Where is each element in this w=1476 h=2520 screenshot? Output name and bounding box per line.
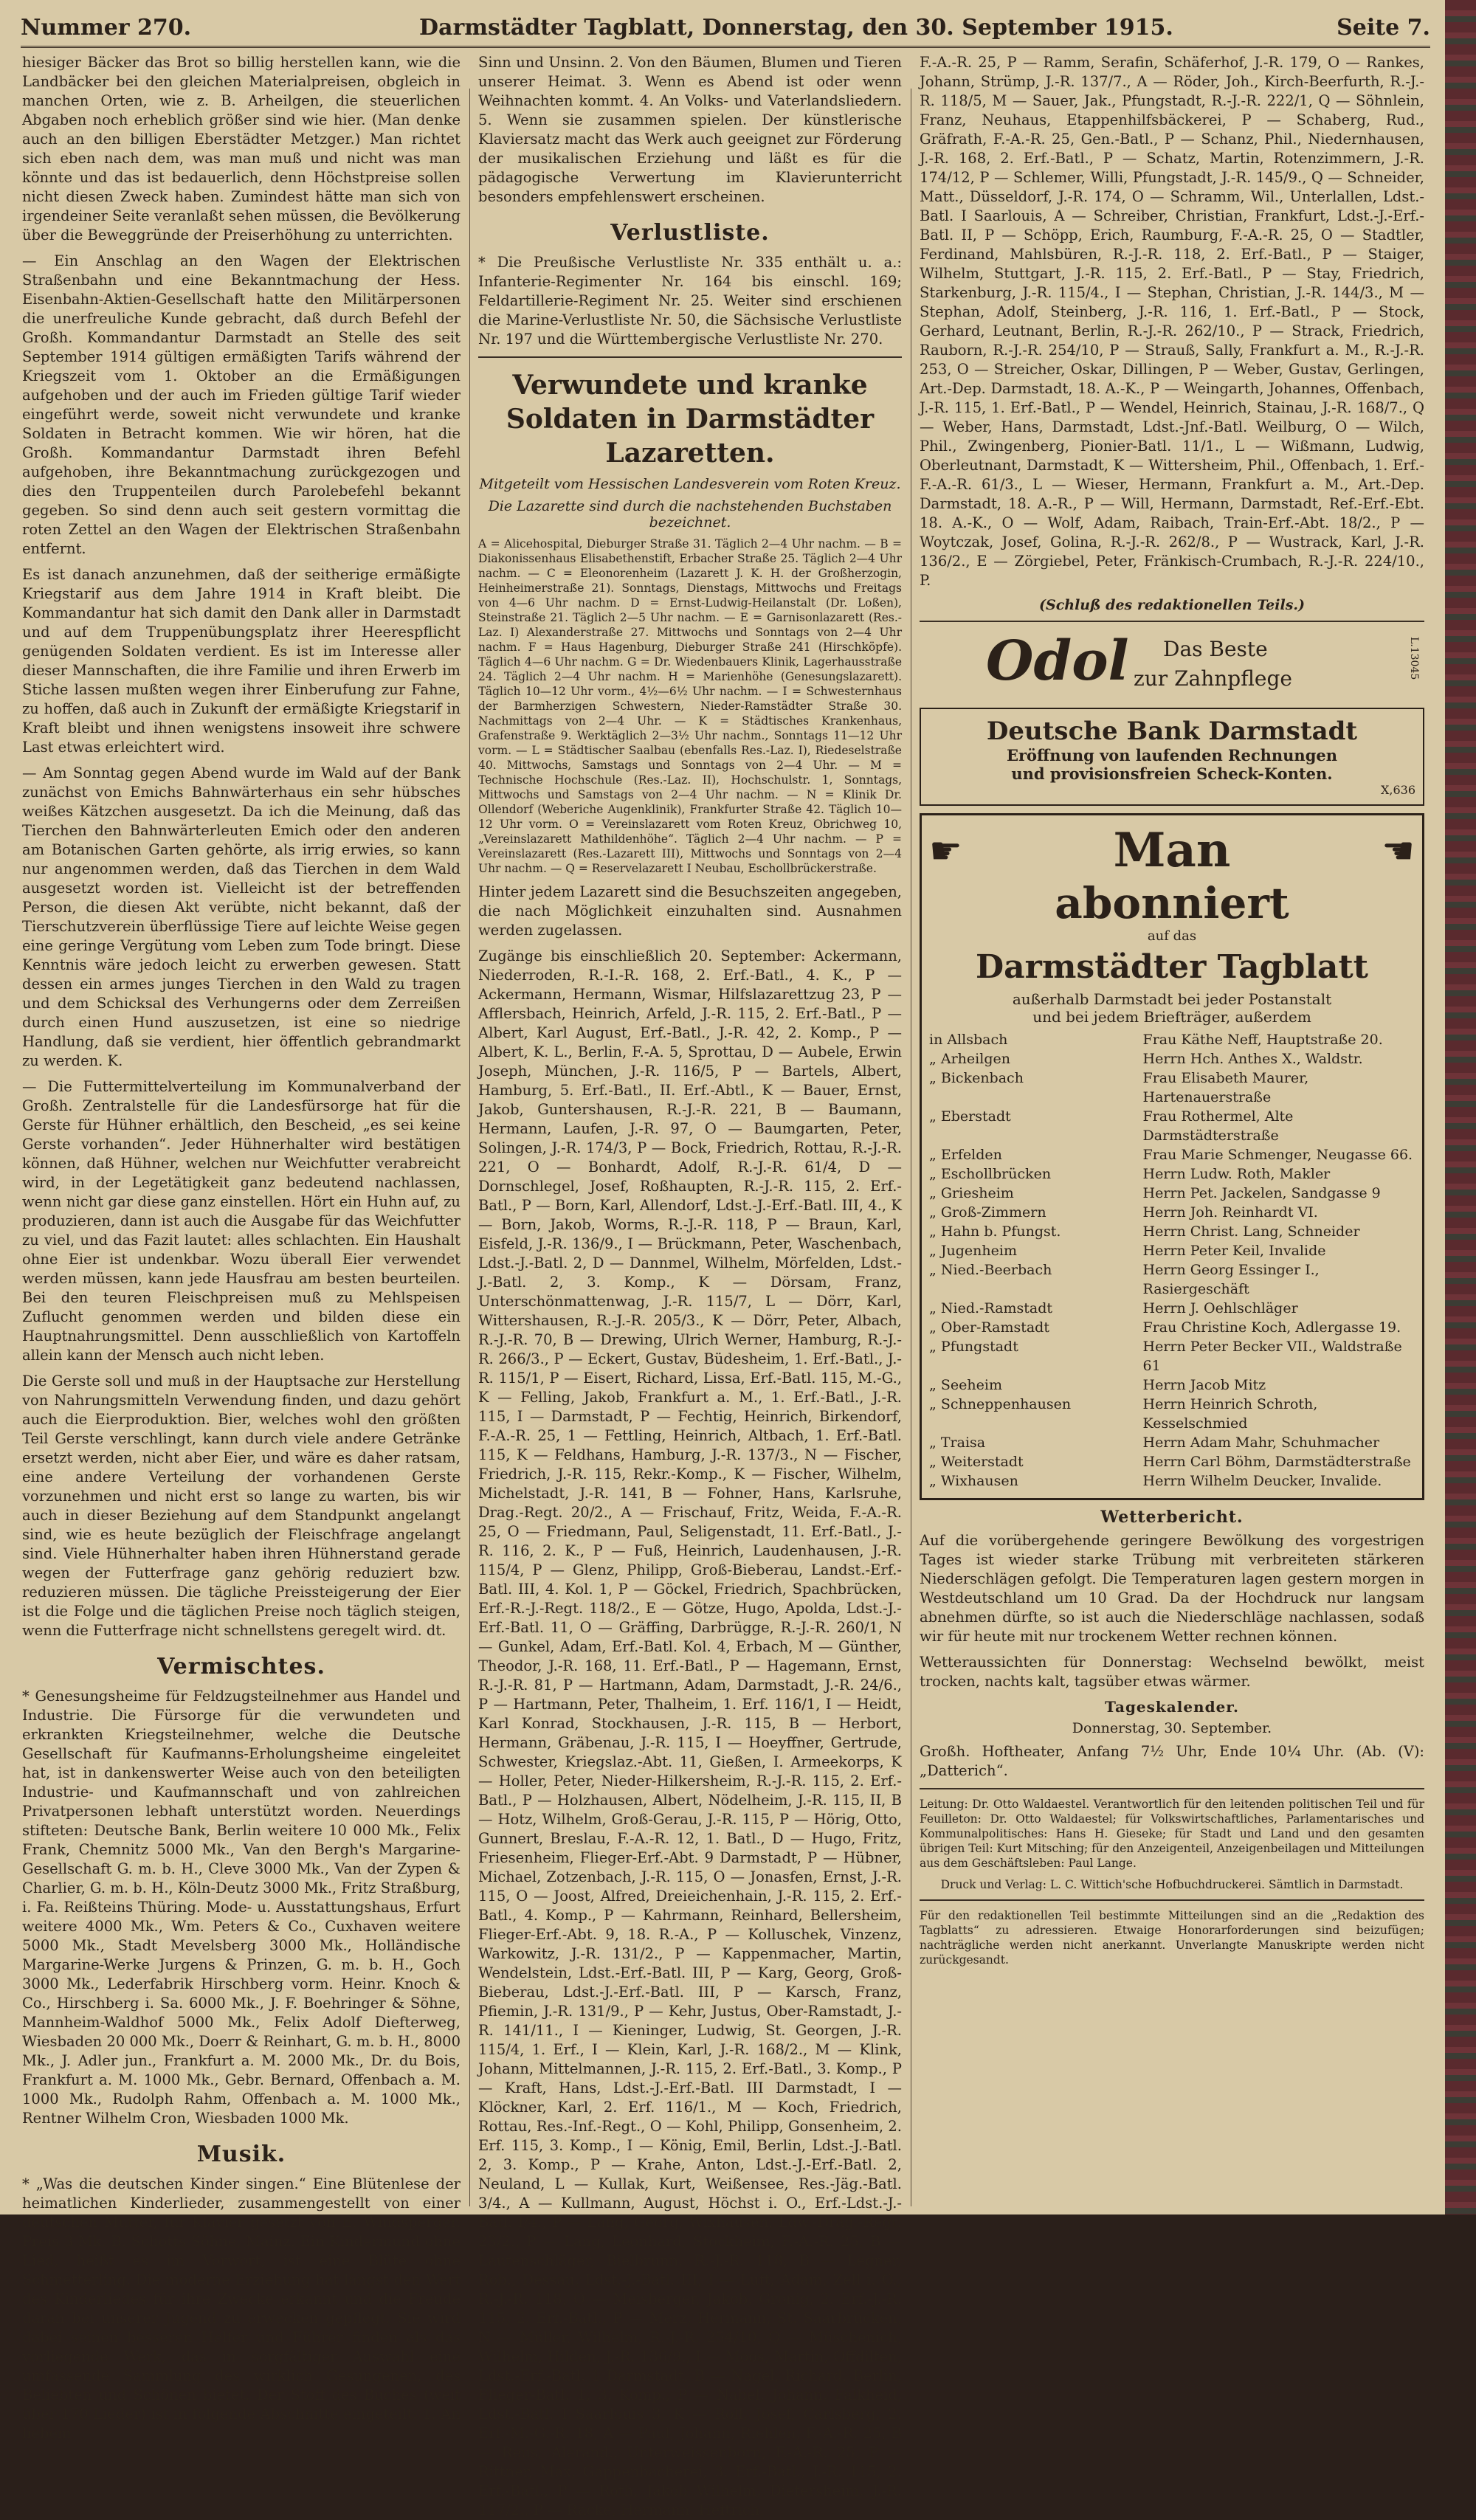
- agent-row: [929, 1299, 1415, 1318]
- weather-text: Auf die vorübergehende geringere Bewölkung des vorgestrigen Tages ist wieder starke Trübung mit verbreiteten stärkeren Niederschlägen gefolgt. Die Temperaturen lagen gestern morgen in Westdeutschland um 10 Grad. Da der Hochdruck nur langsam abnehmen dürfte, so ist auch die Niederschläge nachlassen, sodaß wir für heute mit nur trockenem Wetter rechnen können.: [920, 1532, 1424, 1645]
- pointing-hand-icon: ☚: [1382, 829, 1415, 872]
- calendar-date: Donnerstag, 30. September.: [1072, 1720, 1272, 1736]
- divider: [920, 621, 1424, 622]
- agent-town: „ Eschollbrücken: [929, 1166, 1052, 1182]
- article-paragraph: * Die Preußische Verlustliste Nr. 335 enthält u. a.: Infanterie-Regimenter Nr. 164 bis einschl. 169; Feldartillerie-Regiment Nr. 25. Weiter sind erschienen die Marine-Verlustliste Nr. 50, die Sächsische Verlustliste Nr. 197 und die Württembergische Verlustliste Nr. 270.: [478, 254, 902, 348]
- agent-town: „ Traisa: [929, 1435, 986, 1451]
- article-paragraph: Sinn und Unsinn. 2. Von den Bäumen, Blumen und Tieren unserer Heimat. 3. Wenn es Abend ist oder wenn Weihnachten kommt. 4. An Volks- und Vaterlandsliedern. 5. Wenn sie zusammen spielen. Der künstlerische Klaviersatz macht das Werk auch geeignet zur Förderung der musikalischen Erziehung und läßt es für die pädagogische Verwertung im Klavierunterricht besonders empfehlenswert erscheinen.: [478, 54, 902, 205]
- agent-town: „ Jugenheim: [929, 1243, 1017, 1259]
- lazarett-heading: Verwundete und kranke Soldaten in Darmstädter Lazaretten.: [506, 370, 875, 469]
- agent-row: [929, 1030, 1415, 1049]
- agent-row: [929, 1452, 1415, 1471]
- article-paragraph: * „Was die deutschen Kinder singen.“ Eine Blütenlese der heimatlichen Kinderlieder, zusammengestellt von einer deutschen Mutter, für Klavier gesetzt von E. Windsperger. Preis 3 Mk. B. Schotts Söhne, Mainz. Ein Kindermund ohne Lied, heißt es im Vorwort, ist eine Blüte ohne Schmetterling. Die moderne Erziehung hat längst den Wert des Kinderliedes für ihre Zwecke erkannt und die Freude daran bei unserer Jugend zu erwecken gepflegt. Sie wird dabei seinen besseren Helfer und Führer finden als das vorliegende Werk, das in sorgfältiger Auswahl eine umfassende Sammlung des wirklich Gesungenen, des Beliebten und Schönen bietet. Der Stoff des Buches (weit über 170 Lieder) ist in folgende Abschnitte eingeteilt: 1. An liebem: [22, 2175, 461, 2442]
- column-3: [920, 53, 1424, 2208]
- agent-town: „ Ober-Ramstadt: [929, 1319, 1049, 1336]
- lazarett-subheading: Mitgeteilt vom Hessischen Landesverein vom Roten Kreuz.: [479, 476, 901, 492]
- agent-row: [929, 1164, 1415, 1184]
- agent-row: [929, 1433, 1415, 1452]
- bank-name: Deutsche Bank Darmstadt: [986, 717, 1358, 746]
- column-rule: [469, 89, 470, 2206]
- agent-row: [929, 1375, 1415, 1395]
- agent-town: „ Seeheim: [929, 1377, 1002, 1393]
- bank-line: und provisionsfreien Scheck-Konten.: [1011, 764, 1333, 783]
- agent-town: „ Wixhausen: [929, 1473, 1018, 1489]
- section-heading: Verlustliste.: [610, 220, 770, 246]
- article-paragraph: Es ist danach anzunehmen, daß der seitherige ermäßigte Kriegstarif aus dem Jahre 1914 in Kraft bleibt. Die Kommandantur hat sich damit den Dank aller in Darmstadt und auf dem Truppenübungsplatz ihrer Heerespflicht genügenden Soldaten verdient. Es ist im Interesse aller dieser Mannschaften, die ihre Familie und ihren Erwerb im Stiche lassen mußten wegen ihrer Einberufung zur Fahne, zu hoffen, daß auch in Zukunft der ermäßigte Kriegstarif in Kraft bleibt und ihnen wenigstens insoweit ihre schwere Last etwas erleichtert wird.: [22, 566, 461, 756]
- agent-row: [929, 1184, 1415, 1203]
- page-header: [21, 13, 1430, 48]
- soldier-list: F.-A.-R. 25, P — Ramm, Serafin, Schäferhof, J.-R. 179, O — Rankes, Johann, Strümp, J.-R. 137/7., A — Röder, Joh., Kirch-Beerfurth, R.-J.-R. 118/5, M — Sauer, Jak., Pfungstadt, R.-J.-R. 222/1, Q — Söhnlein, Franz, Neuhaus, Etappenhilfsbäckerei, P — Schaberg, Rud., Gräfrath, F.-A.-R. 25, Gen.-Batl., P — Schanz, Phil., Niedernhausen, J.-R. 168, 2. Erf.-Batl., P — Schatz, Martin, Rotenzimmern, J.-R. 174/12, P — Schlemer, Willi, Pfungstadt, J.-R. 145/9., Q — Schneider, Matt., Düsseldorf, J.-R. 174, O — Schramm, Wil., Unterlallen, Ldst.-Batl. I Saarlouis, A — Schreiber, Christian, Frankfurt, Ldst.-J.-Erf.-Batl. II, P — Schöpp, Erich, Raumburg, F.-A.-R. 25, O — Stadtler, Ferdinand, Mahlsbüren, R.-J.-R. 118, 2. Erf.-Batl., P — Staiger, Wilhelm, Stuttgart, J.-R. 115, 2. Erf.-Batl., P — Stay, Friedrich, Starkenburg, J.-R. 115/4., I — Stephan, Christian, J.-R. 144/3., M — Stephan, Adolf, Steinberg, J.-R. 116, 1. Erf.-Batl., P — Stock, Gerhard, Leutnant, Berlin, R.-J.-R. 262/10., P — Strack, Friedrich, Rauborn, R.-J.-R. 254/10, P — Strauß, Sally, Frankfurt a. M., R.-J.-R. 253, O — Streicher, Oskar, Dillingen, P — Weber, Gustav, Gerlingen, Art.-Dep. Darmstadt, 18. A.-K., P — Weingarth, Johannes, Offenbach, J.-R. 115, 1. Erf.-Batl., P — Wendel, Heinrich, Stainau, J.-R. 168/7., Q — Weber, Hans, Darmstadt, Ldst.-Jnf.-Batl. Weilburg, O — Wilch, Phil., Zwingenberg, Pionier-Batl. 11/1., L — Wißmann, Ludwig, Oberleutnant, Darmstadt, K — Wittersheim, Phil., Offenbach, 1. Erf.-F.-A.-R. 61/3., L — Wieser, Hermann, Frankfurt a. M., Art.-Dep. Darmstadt, 18. A.-R., P — Will, Hermann, Darmstadt, Ref.-Erf.-Ebt. 18. A.-K., O — Wolf, Adam, Raibach, Train-Erf.-Abt. 18/2., P — Woytczak, Josef, Golina, R.-J.-R. 262/8., P — Wustrack, Karl, J.-R. 136/2., E — Zörgiebel, Peter, Fränkisch-Crumbach, R.-J.-R. 224/10., P.: [920, 54, 1424, 589]
- agent-name: Herrn Hch. Anthes X., Waldstr.: [1142, 1051, 1363, 1067]
- agent-name: Herrn Jacob Mitz: [1142, 1377, 1266, 1393]
- agent-town: „ Eberstadt: [929, 1108, 1011, 1125]
- agent-name: Frau Marie Schmenger, Neugasse 66.: [1142, 1147, 1413, 1163]
- weather-forecast: Wetteraussichten für Donnerstag: Wechselnd bewölkt, meist trocken, nachts kalt, tagsüber etwas wärmer.: [920, 1654, 1424, 1690]
- lazarett-legend: A = Alicehospital, Dieburger Straße 31. Täglich 2—4 Uhr nachm. — B = Diakonissenhaus Elisabethenstift, Erbacher Straße 25. Täglich 2—4 Uhr nachm. — C = Eleonorenheim (Lazarett J. K. H. der Großherzogin, Heinheimerstraße 21). Sonntags, Dienstags, Mittwochs und Freitags von 4—6 Uhr nachm. D = Ernst-Ludwig-Heilanstalt (Dr. Loßen), Steinstraße 21. Täglich 2—5 Uhr nachm. — E = Garnisonlazarett (Res.-Laz. I) Alexanderstraße 27. Mittwochs und Sonntags von 2—4 Uhr nachm. F = Haus Hagenburg, Dieburger Straße 241 (Hirschköpfe). Täglich 4—6 Uhr nachm. G = Dr. Wiedenbauers Klinik, Lagerhausstraße 24. Täglich 2—4 Uhr nachm. H = Marienhöhe (Genesungslazarett). Täglich 10—12 Uhr vorm., 4½—6½ Uhr nachm. — I = Schwesternhaus der Barmherzigen Schwestern, Nieder-Ramstädter Straße 30. Nachmittags von 2—4 Uhr. — K = Städtisches Krankenhaus, Grafenstraße 9. Werktäglich 2—3½ Uhr nachm., Sonntags 11—12 Uhr vorm. — L = Städtischer Saalbau (ebenfalls Res.-Laz. I), Riedeselstraße 40. Mittwochs, Samstags und Sonntags von 2—4 Uhr. — M = Technische Hochschule (Res.-Laz. II), Hochschulstr. 1, Sonntags, Mittwochs und Samstags von 2—4 Uhr nachm. — N = Klinik Dr. Ollendorf (Weberiche Augenklinik), Frankfurter Straße 42. Täglich 10—12 Uhr vorm. O = Vereinslazarett vom Roten Kreuz, Obrichweg 10, „Vereinslazarett Mathildenhöhe“. Täglich 2—4 Uhr nachm. — P = Vereinslazarett (Res.-Lazarett III), Mittwochs und Sonntags von 2—4 Uhr nachm. — Q = Reservelazarett I Neubau, Eschollbrückerstraße.: [478, 537, 902, 875]
- agent-name: Frau Käthe Neff, Hauptstraße 20.: [1142, 1032, 1383, 1048]
- divider: [920, 1788, 1424, 1789]
- agent-name: Herrn Pet. Jackelen, Sandgasse 9: [1142, 1185, 1381, 1201]
- abo-line: außerhalb Darmstadt bei jeder Postanstalt: [1012, 990, 1332, 1008]
- agent-row: [929, 1318, 1415, 1337]
- agent-row: [929, 1145, 1415, 1164]
- agent-row: [929, 1337, 1415, 1375]
- article-paragraph: Die Gerste soll und muß in der Hauptsache zur Herstellung von Nahrungsmitteln Verwendung finden, und dazu gehört auch die Eierproduktion. Bier, welches wohl den größten Teil Gerste verschlingt, kann durch viele andere Getränke ersetzt werden, nicht aber Eier, und wäre es daher ratsam, eine andere Verteilung der vorhandenen Gerste vorzunehmen und nicht erst so lange zu warten, bis wir auch in dieser Beziehung auf dem Standpunkt angelangt sind, wie es heute bezüglich der Fleischfrage angelangt sind. Viele Hühnerhalter haben ihren Hühnerstand gerade wegen der Futterfrage ganz gehörig reduziert bzw. reduzieren müssen. Die tägliche Preissteigerung der Eier ist die Folge und die täglichen Preise noch täglich steigen, wenn die Futterfrage nicht schnellstens geregelt wird. dt.: [22, 1373, 461, 1639]
- agent-town: „ Groß-Zimmern: [929, 1204, 1046, 1221]
- odol-slogan: zur Zahnpflege: [1134, 666, 1292, 691]
- page-number: Seite 7.: [1337, 15, 1430, 41]
- column-2: [478, 53, 902, 2519]
- abo-small: auf das: [1147, 928, 1197, 944]
- agent-name: Herrn Peter Becker VII., Waldstraße 61: [1142, 1339, 1402, 1374]
- imprint: Für den redaktionellen Teil bestimmte Mitteilungen sind an die „Redaktion des Tagblatts“ zu adressieren. Etwaige Honorarforderungen sind beizufügen; nachträgliche werden nicht anerkannt. Unverlangte Manuskripte werden nicht zurückgesandt.: [920, 1909, 1424, 1967]
- issue-number: Nummer 270.: [21, 15, 192, 41]
- agent-name: Herrn Christ. Lang, Schneider: [1142, 1223, 1360, 1240]
- agent-name: Herrn Joh. Reinhardt VI.: [1142, 1204, 1318, 1221]
- agent-name: Frau Christine Koch, Adlergasse 19.: [1142, 1319, 1401, 1336]
- article-paragraph: — Die Futtermittelverteilung im Kommunalverband der Großh. Zentralstelle für die Landesfürsorge hat für die Gerste für Hühner erhältlich, den Bescheid, „es sei keine Gerste vorhanden“. Jeder Hühnerhalter wird bestätigen können, daß Hühner, welchen nur Weichfutter verabreicht wird, in der Legetätigkeit ganz bedeutend nachlassen, wenn nicht gar diese ganz einstellen. Hört ein Huhn auf, zu produzieren, dann ist auch die Ausgabe für das Weichfutter zu viel, und das Fazit lautet: alles schlachten. Ein Haushalt ohne Eier ist undenkbar. Wozu überall Eier verwendet werden müssen, kann jede Hausfrau am besten beurteilen. Bei den teuren Fleischpreisen muß zu Mehlspeisen Zuflucht genommen werden und bilden diese ein Hauptnahrungsmittel. Denn ausschließlich von Kartoffeln allein kann der Mensch auch nicht leben.: [22, 1078, 461, 1364]
- agent-town: „ Bickenbach: [929, 1070, 1024, 1086]
- agent-list: [929, 1030, 1415, 1491]
- masthead-line: Darmstädter Tagblatt, Donnerstag, den 30. September 1915.: [419, 15, 1173, 41]
- article-paragraph: hiesiger Bäcker das Brot so billig herstellen kann, wie die Landbäcker bei den gleichen Materialpreisen, obgleich in manchen Orten, wie z. B. Arheilgen, die steuerlichen Abgaben noch erheblich größer sind wie hier. (Man denke auch an den billigen Eberstädter Metzger.) Man richtet sich eben nach dem, was man muß und nicht was man könnte und das ist bedauerlich, denn Höchstpreise sollen nicht diesen Zweck haben. Zumindest hätte man sich von irgendeiner Seite veranlaßt sehen müssen, die Bevölkerung über die Beweggründe der Preiserhöhung zu unterrichten.: [22, 54, 461, 244]
- abo-man: Man: [1113, 823, 1231, 878]
- agent-town: „ Nied.-Beerbach: [929, 1262, 1052, 1278]
- article-paragraph: * Genesungsheime für Feldzugsteilnehmer aus Handel und Industrie. Die Fürsorge für die verwundeten und erkrankten Kriegsteilnehmer, welche die Deutsche Gesellschaft für Kaufmanns-Erholungsheime eingeleitet hat, ist in dankenswerter Weise auch von den beteiligten Industrie- und Kaufmannschaft und von zahlreichen Privatpersonen lebhaft unterstützt worden. Neuerdings stifteten: Deutsche Bank, Berlin weitere 10 000 Mk., Felix Frank, Chemnitz 5000 Mk., Van den Bergh's Margarine-Gesellschaft G. m. b. H., Cleve 3000 Mk., Van der Zypen & Charlier, G. m. b. H., Köln-Deutz 3000 Mk., Fritz Straßburg, i. Fa. Reißteins Thüring. Mode- u. Ausstattungshaus, Erfurt weitere 4000 Mk., Wm. Peters & Co., Cuxhaven weitere 5000 Mk., Stadt Mevelsberg 3000 Mk., Holländische Margarine-Werke Jurgens & Prinzen, G. m. b. H., Goch 3000 Mk., Lederfabrik Hirschberg vorm. Heinr. Knoch & Co., Hirschberg i. Sa. 6000 Mk., J. F. Boehringer & Söhne, Mannheim-Waldhof 5000 Mk., Felix Adolf Diefterweg, Wiesbaden 20 000 Mk., Doerr & Reinhart, G. m. b. H., 8000 Mk., J. Adler jun., Frankfurt a. M. 2000 Mk., Dr. du Bois, Frankfurt a. M. 1000 Mk., Gebr. Bernard, Offenbach a. M. 1000 Mk., Rudolph Rahm, Offenbach a. M. 1000 Mk., Rentner Wilhelm Cron, Wiesbaden 1000 Mk.: [22, 1688, 461, 2127]
- agent-town: „ Griesheim: [929, 1185, 1014, 1201]
- agent-name: Frau Rothermel, Alte Darmstädterstraße: [1142, 1108, 1294, 1144]
- agent-row: [929, 1471, 1415, 1491]
- bank-line: Eröffnung von laufenden Rechnungen: [1006, 746, 1338, 764]
- article-paragraph: — Ein Anschlag an den Wagen der Elektrischen Straßenbahn und eine Bekanntmachung der Hess. Eisenbahn-Aktien-Gesellschaft hatte den Militärpersonen die unerfreuliche Kunde gebracht, daß durch Befehl der Großh. Kommandantur Darmstadt an Stelle des seit September 1914 gültigen ermäßigten Tarifs während der Kriegszeit vom 1. Oktober an die Ermäßigungen aufgehoben und der auch im Frieden gültige Tarif wieder eingeführt werde, soweit nicht verwundete und kranke Soldaten in Betracht kommen. Wie wir hören, hat die Großh. Kommandantur Darmstadt ihren Befehl aufgehoben, ihre Bekanntmachung zurückgezogen und dies den Truppenteilen durch Parolebefehl bekannt gegeben. So sind denn auch seit gestern vormittag die roten Zettel an den Wagen der Elektrischen Straßenbahn entfernt.: [22, 252, 461, 557]
- lazarett-subheading: Die Lazarette sind durch die nachstehenden Buchstaben bezeichnet.: [488, 498, 892, 531]
- abo-title: Darmstädter Tagblatt: [975, 948, 1369, 986]
- agent-town: in Allsbach: [929, 1032, 1008, 1048]
- agent-row: [929, 1260, 1415, 1299]
- agent-town: „ Weiterstadt: [929, 1454, 1024, 1470]
- imprint: Druck und Verlag: L. C. Wittich'sche Hofbuchdruckerei. Sämtlich in Darmstadt.: [940, 1878, 1404, 1891]
- agent-town: „ Schneppenhausen: [929, 1396, 1072, 1412]
- agent-town: „ Nied.-Ramstadt: [929, 1300, 1053, 1316]
- ad-code: X,636: [1380, 783, 1415, 797]
- agent-town: „ Erfelden: [929, 1147, 1002, 1163]
- article-paragraph: Hinter jedem Lazarett sind die Besuchszeiten angegeben, die nach Möglichkeit einzuhalten sind. Ausnahmen werden zugelassen.: [478, 883, 902, 939]
- section-heading: Musik.: [196, 2141, 286, 2167]
- article-paragraph: — Am Sonntag gegen Abend wurde im Wald auf der Bank zunächst von Emichs Bahnwärterhaus ein sehr hübsches weißes Kätzchen ausgesetzt. Da ich die Meinung, daß das Tierchen den Bahnwärterleuten Emich oder den anderen am Botanischen Garten gehörte, als irrig erwies, so kann nur angenommen werden, daß das Tierchen in dem Wald ausgesetzt worden ist. Vielleicht ist der betreffenden Person, die diesen Akt verübte, nicht bekannt, daß der Tierschutzverein überflüssige Tiere auf leichte Weise gegen eine geringe Vergütung vom Leben zum Tode bringt. Diese Kenntnis wäre jedoch leicht zu erwerben gewesen. Statt dessen ein armes junges Tierchen in den Wald zu tragen und dem Schicksal des Verhungerns oder dem Zerreißen durch einen Hund auszusetzen, ist eine so niedrige Handlung, daß sie verdient, hier öffentlich gebrandmarkt zu werden. K.: [22, 764, 461, 1069]
- abo-abonniert: abonniert: [1055, 878, 1289, 928]
- odol-ad: [920, 629, 1424, 700]
- odol-brand: Odol: [986, 629, 1129, 693]
- abo-line: und bei jedem Briefträger, außerdem: [1032, 1008, 1311, 1026]
- agent-row: [929, 1395, 1415, 1433]
- divider: [920, 1899, 1424, 1901]
- imprint: Leitung: Dr. Otto Waldaestel. Verantwortlich für den leitenden politischen Teil und für Feuilleton: Dr. Otto Waldaestel; für Volkswirtschaftliches, Parlamentarisches und Kommunalpolitisches: Hans H. Gieseke; für Stadt und Land und den gesamten übrigen Teil: Kurt Mitsching; für den Anzeigenteil, Anzeigenbeilagen und Mitteilungen aus dem Geschäftsleben: Paul Lange.: [920, 1798, 1424, 1870]
- agent-row: [929, 1107, 1415, 1145]
- subscription-ad: [920, 813, 1424, 1500]
- pointing-hand-icon: ☛: [929, 829, 962, 872]
- ad-code: L.13045: [1408, 637, 1420, 680]
- odol-slogan: Das Beste: [1163, 637, 1268, 661]
- section-heading: Vermischtes.: [157, 1654, 325, 1680]
- deutsche-bank-ad: [920, 708, 1424, 806]
- agent-row: [929, 1069, 1415, 1107]
- divider: [478, 356, 902, 358]
- agent-name: Frau Elisabeth Maurer, Hartenauerstraße: [1142, 1070, 1309, 1105]
- agent-town: „ Pfungstadt: [929, 1339, 1018, 1355]
- weather-heading: Wetterbericht.: [1100, 1508, 1244, 1527]
- book-binding: [1445, 0, 1476, 2215]
- agent-name: Herrn Carl Böhm, Darmstädterstraße: [1142, 1454, 1411, 1470]
- agent-name: Herrn Heinrich Schroth, Kesselschmied: [1142, 1396, 1318, 1432]
- calendar-text: Großh. Hoftheater, Anfang 7½ Uhr, Ende 10¼ Uhr. (Ab. (V): „Datterich“.: [920, 1743, 1424, 1779]
- calendar-heading: Tageskalender.: [1105, 1698, 1239, 1716]
- agent-row: [929, 1241, 1415, 1260]
- agent-row: [929, 1203, 1415, 1222]
- agent-name: Herrn Wilhelm Deucker, Invalide.: [1142, 1473, 1382, 1489]
- agent-town: „ Hahn b. Pfungst.: [929, 1223, 1061, 1240]
- agent-name: Herrn Georg Essinger I., Rasiergeschäft: [1142, 1262, 1320, 1297]
- agent-name: Herrn Adam Mahr, Schuhmacher: [1142, 1435, 1380, 1451]
- soldier-list: Zugänge bis einschließlich 20. September: Ackermann, Niederroden, R.-I.-R. 168, 2. Erf.-Batl., 4. K., P — Ackermann, Hermann, Wismar, Hilfslazarettzug 23, P — Afflersbach, Heinrich, Arfeld, J.-R. 115, 2. Erf.-Batl., P — Albert, Karl August, Erf.-Batl., J.-R. 42, 2. Komp., P — Albert, K. L., Berlin, F.-A. 5, Sprottau, D — Aubele, Erwin Joseph, München, J.-R. 116/5, P — Bartels, Albert, Hamburg, 5. Erf.-Batl., II. Erf.-Abtl., K — Bauer, Ernst, Jakob, Guntershausen, R.-J.-R. 221, B — Baumann, Hermann, Laufen, J.-R. 97, O — Baumgarten, Peter, Solingen, J.-R. 174/3, P — Bock, Friedrich, Rottau, R.-J.-R. 221, O — Bonhardt, Adolf, R.-J.-R. 61/4, D — Dornschlegel, Josef, Roßhaupten, R.-J.-R. 115, 2. Erf.-Batl., P — Born, Karl, Allendorf, Ldst.-J.-Erf.-Batl. III, 4., K — Born, Jakob, Worms, R.-J.-R. 118, P — Braun, Karl, Eisfeld, J.-R. 136/9., I — Brückmann, Peter, Waschenbach, Ldst.-J.-Batl. 2, D — Dannmel, Wilhelm, Mörfelden, Ldst.-J.-Batl. 2, 3. Komp., K — Dörsam, Franz, Unterschönmattenwag, J.-R. 115/7, L — Dörr, Karl, Wittershausen, R.-J.-R. 205/3., K — Dörr, Peter, Albach, R.-J.-R. 70, B — Drewing, Ulrich Werner, Hamburg, R.-J.-R. 266/3., P — Eckert, Gustav, Büdesheim, 1. Erf.-Batl., J.-R. 115/1, P — Eisert, Richard, Lissa, Erf.-Batl. 115, M.-G., K — Felling, Jakob, Frankfurt a. M., 1. Erf.-Batl., J.-R. 115, I — Darmstadt, P — Fechtig, Heinrich, Birkendorf, F.-A.-R. 25, 1 — Fettling, Heinrich, Altbach, 1. Erf.-Batl. 115, K — Feldhans, Hamburg, J.-R. 137/3., N — Fischer, Friedrich, J.-R. 115, Rekr.-Komp., K — Fischer, Wilhelm, Michelstadt, J.-R. 141, B — Fohner, Hans, Karlsruhe, Drag.-Regt. 20/2., A — Frischauf, Fritz, Weida, F.-A.-R. 25, O — Friedmann, Paul, Seligenstadt, 11. Erf.-Batl., J.-R. 116, 2. K., P — Fuß, Heinrich, Laudenhausen, J.-R. 115/4, P — Glenz, Philipp, Groß-Bieberau, Landst.-Erf.-Batl. III, 4. Kol. 1, P — Göckel, Friedrich, Spachbrücken, Erf.-R.-J.-Regt. 118/2., E — Götze, Hugo, Apolda, Ldst.-J.-Erf.-Batl. 11, O — Gräffing, Darbrügge, R.-J.-R. 260/1, N — Gunkel, Adam, Erf.-Batl. Kol. 4, Erbach, M — Günther, Theodor, J.-R. 168, 11. Erf.-Batl., P — Hagemann, Ernst, R.-J.-R. 81, P — Hartmann, Adam, Darmstadt, J.-R. 24/6., P — Hartmann, Peter, Thalheim, 1. Erf. 116/1, I — Heidt, Karl Konrad, Stockhausen, J.-R. 115, B — Herbort, Hermann, Gräbenau, J.-R. 115, I — Hoeyffner, Gertrude, Schwester, Kriegslaz.-Abt. 11, Gießen, I. Armeekorps, K — Holler, Peter, Nieder-Hilkersheim, R.-J.-R. 115, 2. Erf.-Batl., P — Holzhausen, Albert, Nödelheim, J.-R. 115, II, B — Hotz, Wilhelm, Groß-Gerau, J.-R. 115, P — Hörig, Otto, Gunnert, Breslau, F.-A.-R. 12, 1. Batl., D — Hugo, Fritz, Friesenheim, Flieger-Erf.-Abt. 9 Darmstadt, P — Hübner, Michael, Zotzenbach, J.-R. 115, O — Jonasfen, Ernst, J.-R. 115, O — Joost, Alfred, Dreieichenhain, J.-R. 115, 2. Erf.-Batl., 4. Komp., P — Kahrmann, Reinhard, Bellersheim, Flieger-Erf.-Abt. 9, 18. R.-A., P — Kolluschek, Vinzenz, Warkowitz, J.-R. 131/2., P — Kappenmacher, Martin, Wendelstein, Ldst.-Erf.-Batl. III, P — Karg, Georg, Groß-Bieberau, Ldst.-J.-Erf.-Batl. III, P — Karsch, Franz, Pfiemin, J.-R. 131/9., P — Kehr, Justus, Ober-Ramstadt, J.-R. 141/11., I — Kieninger, Ludwig, St. Georgen, J.-R. 115/4, 1. Erf., I — Klein, Karl, J.-R. 168/2., M — Klink, Johann, Mittelmannen, J.-R. 115, 2. Erf.-Batl., 3. Komp., P — Kraft, Hans, Ldst.-J.-Erf.-Batl. III Darmstadt, I — Klöckner, Karl, 2. Erf. 116/1., M — Koch, Friedrich, Rottau, Res.-Inf.-Regt., O — Kohl, Philipp, Gonsenheim, 2. Erf. 115, 3. Komp., I — König, Emil, Berlin, Ldst.-J.-Batl. 2, 3. Komp., P — Krahe, Anton, Ldst.-J.-Erf.-Batl. 2, Neuland, L — Kullak, Kurt, Weißensee, Res.-Jäg.-Batl. 3/4., A — Kullmann, August, Höchst i. O., Erf.-Ldst.-J.-Batl. I/4., P — Lang, Georg, Wixhausen, Ldw.-Drag.-Regt. 23/2., P — Lang, Leonhard, Stockheim, F.-A.-R. 25, B — Lautenschläger, Bielbrunn, R.-J.-R. 118, B — Legner, Rob., Dessau, Ldst.-J.-Batl. III, I — Luft, Adam, Zell i. O., R.-J.-R. 118, O — Meisberger, Jakob, Gronig, 2. Erf.-J.-R. 115, 2. Erf.-Batl., P — Merz, Hermann, St. Saarbrücken, N — Müller, Wilhelm, R.-J.-R. 254/10, Q — Müschenich, Wilhelm, Hilden, J.-R. 136/9., I — Moos, Martin, Offdilten, Ldst.-Erf.-Batl. 1 Darmstadt, B — Nagel, Richard, Berlin, Flieger-Batl. 1, 3. Komp., P — Nabel, Johann, Falkheid, Ldst.-Batl. I Saarlouis 3, K — Roll, Josef, Carlsberg, 2. Erf.-M.-G.-R. 18, A — Paul, Johann, Riehlen, F.-A.-R. 25, B — Reus, Alerand., Unterweissenborn, F.-A.-R. 25, P — Rittner, Max, Gappenbacherei, 3. Erf.-Batl., J.-R. 115, 2. Erf.-Batl., P — Roth, Jakob Wilhelm, Dietersheim, J.-R. 117/2., P — Racke, Hermann, Heftrich,: [478, 947, 902, 2519]
- agent-row: [929, 1049, 1415, 1069]
- agent-name: Herrn Peter Keil, Invalide: [1142, 1243, 1326, 1259]
- agent-town: „ Arheilgen: [929, 1051, 1010, 1067]
- agent-row: [929, 1222, 1415, 1241]
- end-note: (Schluß des redaktionellen Teils.): [1038, 597, 1306, 613]
- column-1: [22, 53, 461, 2442]
- agent-name: Herrn Ludw. Roth, Makler: [1142, 1166, 1331, 1182]
- agent-name: Herrn J. Oehlschläger: [1142, 1300, 1298, 1316]
